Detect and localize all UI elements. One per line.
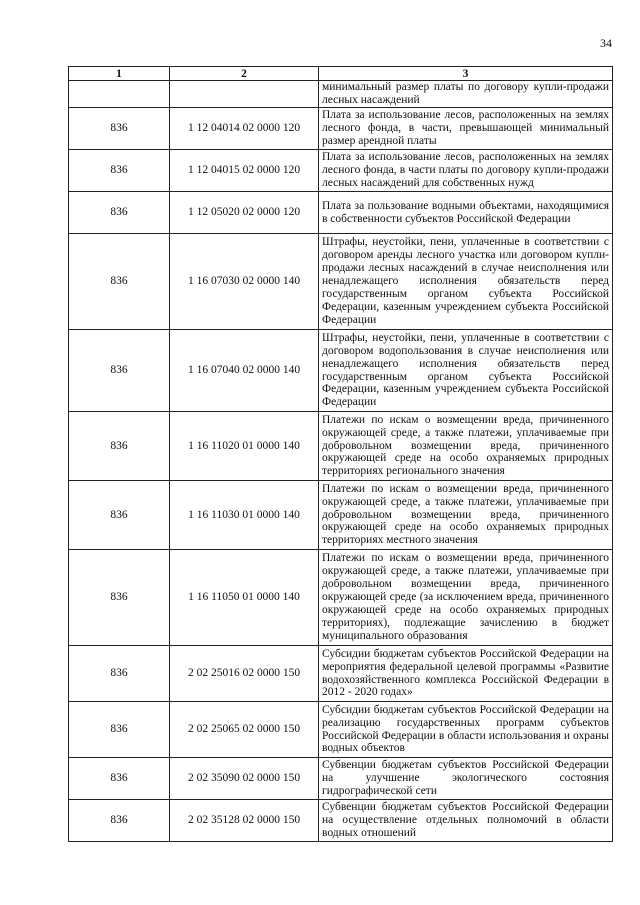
table-row bbox=[69, 234, 613, 330]
table-row bbox=[69, 646, 613, 702]
admin-code-cell: 836 bbox=[69, 150, 170, 192]
description-cell: Субвенции бюджетам субъектов Российской Федерации на осуществление отдельных полномочий в области водных отношений bbox=[319, 800, 613, 842]
budget-code-cell: 2 02 35090 02 0000 150 bbox=[170, 758, 319, 800]
description-cell: Платежи по искам о возмещении вреда, причиненного окружающей среде, а также платежи, уплачиваемые при добровольном возмещении вреда, причиненного окружающей среде на особо охраняемых природных территориях регионального значения bbox=[319, 412, 613, 481]
admin-code-cell: 836 bbox=[69, 192, 170, 234]
description-cell: Платежи по искам о возмещении вреда, причиненного окружающей среде, а также платежи, уплачиваемые при добровольном возмещении вреда, причиненного окружающей среде (за исключением вреда, причиненного окружающей среде на особо охраняемых природных территориях), подлежащие зачислению в бюджет муниципального образования bbox=[319, 550, 613, 646]
table-row bbox=[69, 81, 613, 108]
budget-code-cell: 1 16 11030 01 0000 140 bbox=[170, 481, 319, 550]
budget-code-cell: 1 16 11050 01 0000 140 bbox=[170, 550, 319, 646]
admin-code-cell: 836 bbox=[69, 412, 170, 481]
page-number: 34 bbox=[600, 36, 612, 50]
admin-code-cell: 836 bbox=[69, 758, 170, 800]
description-cell: Субвенции бюджетам субъектов Российской Федерации на улучшение экологического состояния гидрографической сети bbox=[319, 758, 613, 800]
description-cell: Штрафы, неустойки, пени, уплаченные в соответствии с договором водопользования в случае неисполнения или ненадлежащего исполнения обязательств перед государственным органом субъекта Российской Федерации, казенным учреждением субъекта Российской Федерации bbox=[319, 330, 613, 412]
description-cell: Плата за использование лесов, расположенных на землях лесного фонда, в части, превышающей минимальный размер арендной платы bbox=[319, 108, 613, 150]
budget-code-cell: 2 02 25065 02 0000 150 bbox=[170, 702, 319, 758]
budget-codes-table bbox=[68, 66, 613, 842]
table-row bbox=[69, 108, 613, 150]
description-cell: Плата за пользование водными объектами, находящимися в собственности субъектов Российской Федерации bbox=[319, 192, 613, 234]
table-row bbox=[69, 150, 613, 192]
column-header-2: 2 bbox=[170, 67, 319, 81]
table-row bbox=[69, 481, 613, 550]
description-cell: Платежи по искам о возмещении вреда, причиненного окружающей среде, а также платежи, уплачиваемые при добровольном возмещении вреда, причиненного окружающей среде на особо охраняемых природных территориях местного значения bbox=[319, 481, 613, 550]
admin-code-cell: 836 bbox=[69, 234, 170, 330]
budget-code-cell: 1 16 07040 02 0000 140 bbox=[170, 330, 319, 412]
budget-code-cell bbox=[170, 81, 319, 108]
budget-code-cell: 1 12 04015 02 0000 120 bbox=[170, 150, 319, 192]
admin-code-cell: 836 bbox=[69, 702, 170, 758]
description-cell: Плата за использование лесов, расположенных на землях лесного фонда, в части платы по договору купли-продажи лесных насаждений для собственных нужд bbox=[319, 150, 613, 192]
table-row bbox=[69, 412, 613, 481]
admin-code-cell: 836 bbox=[69, 481, 170, 550]
budget-code-cell: 1 16 11020 01 0000 140 bbox=[170, 412, 319, 481]
budget-code-cell: 2 02 35128 02 0000 150 bbox=[170, 800, 319, 842]
budget-code-cell: 1 16 07030 02 0000 140 bbox=[170, 234, 319, 330]
description-cell: Штрафы, неустойки, пени, уплаченные в соответствии с договором аренды лесного участка или договором купли-продажи лесных насаждений в случае неисполнения или ненадлежащего исполнения обязательств перед государственным органом субъекта Российской Федерации, казенным учреждением субъекта Российской Федерации bbox=[319, 234, 613, 330]
admin-code-cell: 836 bbox=[69, 550, 170, 646]
table-row bbox=[69, 330, 613, 412]
column-header-3: 3 bbox=[319, 67, 613, 81]
column-header-1: 1 bbox=[69, 67, 170, 81]
table-row bbox=[69, 550, 613, 646]
admin-code-cell: 836 bbox=[69, 800, 170, 842]
table-row bbox=[69, 192, 613, 234]
description-cell: Субсидии бюджетам субъектов Российской Федерации на мероприятия федеральной целевой программы «Развитие водохозяйственного комплекса Российской Федерации в 2012 - 2020 годах» bbox=[319, 646, 613, 702]
table-row bbox=[69, 702, 613, 758]
table-header-row bbox=[69, 67, 613, 81]
description-cell: Субсидии бюджетам субъектов Российской Федерации на реализацию государственных программ субъектов Российской Федерации в области использования и охраны водных объектов bbox=[319, 702, 613, 758]
table-row bbox=[69, 800, 613, 842]
budget-code-cell: 1 12 05020 02 0000 120 bbox=[170, 192, 319, 234]
admin-code-cell: 836 bbox=[69, 330, 170, 412]
admin-code-cell bbox=[69, 81, 170, 108]
description-cell: минимальный размер платы по договору купли-продажи лесных насаждений bbox=[319, 81, 613, 108]
admin-code-cell: 836 bbox=[69, 108, 170, 150]
table-row bbox=[69, 758, 613, 800]
budget-code-cell: 2 02 25016 02 0000 150 bbox=[170, 646, 319, 702]
admin-code-cell: 836 bbox=[69, 646, 170, 702]
budget-code-cell: 1 12 04014 02 0000 120 bbox=[170, 108, 319, 150]
